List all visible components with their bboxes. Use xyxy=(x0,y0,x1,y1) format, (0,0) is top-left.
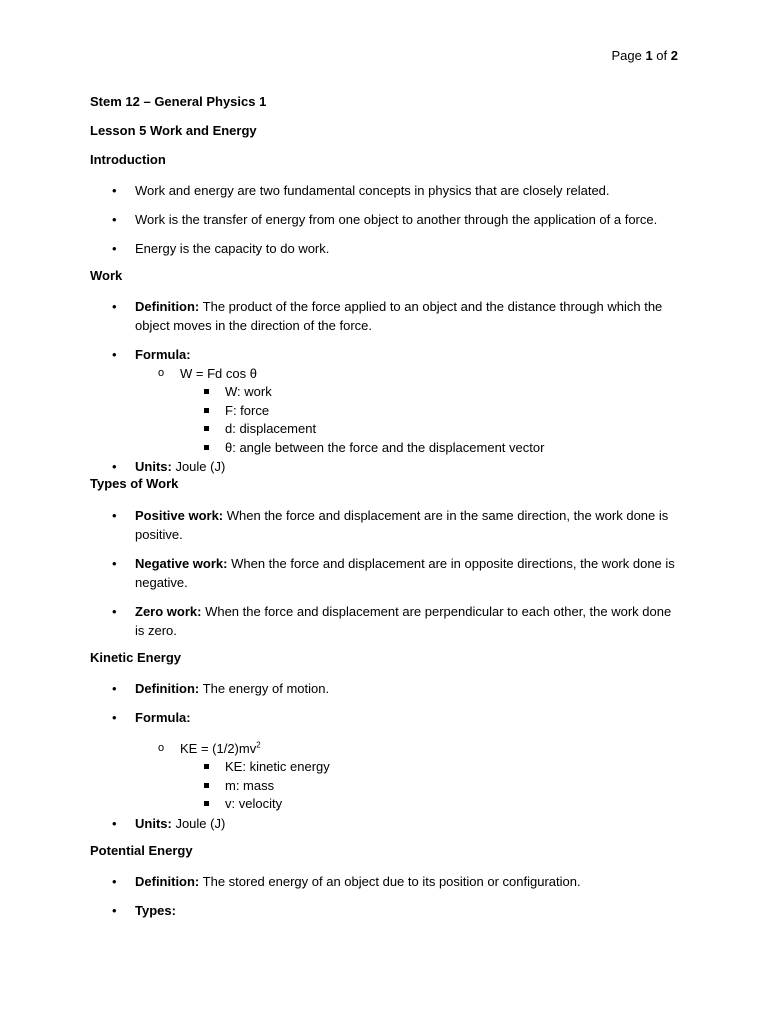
units-text: Joule (J) xyxy=(171,459,226,474)
work-type-label: Zero work: xyxy=(135,604,202,619)
types-label: Types: xyxy=(135,902,176,918)
page-of: of xyxy=(656,48,668,63)
units-label: Units: xyxy=(135,459,172,474)
lesson-title: Lesson 5 Work and Energy xyxy=(90,123,257,138)
intro-bullet: • Energy is the capacity to do work. xyxy=(90,239,680,258)
definition-label: Definition: xyxy=(135,299,200,314)
intro-bullet: • Work and energy are two fundamental concepts in physics that are closely related. xyxy=(90,181,680,200)
work-type-item xyxy=(90,554,680,592)
kinetic-definition xyxy=(90,679,680,698)
work-term: θ: angle between the force and the displacement vector xyxy=(90,439,680,458)
work-type-text: When the force and displacement are in the same direction, the work done is positive. xyxy=(135,508,669,542)
types-of-work-heading: Types of Work xyxy=(90,476,179,491)
page-number xyxy=(611,48,678,63)
page-current: 1 xyxy=(645,48,653,63)
work-units xyxy=(90,457,680,476)
kinetic-units xyxy=(90,814,680,833)
page-total: 2 xyxy=(670,48,678,63)
potential-heading: Potential Energy xyxy=(90,842,193,858)
formula-label: Formula: xyxy=(135,710,191,725)
page-prefix: Page xyxy=(611,48,642,63)
work-formula: o W = Fd cos θ xyxy=(90,364,680,383)
potential-types xyxy=(90,901,680,920)
units-label: Units: xyxy=(135,815,172,831)
kinetic-term: m: mass xyxy=(90,777,680,796)
formula-exponent: 2 xyxy=(256,740,261,750)
work-formula-label xyxy=(90,345,680,364)
formula-base: KE = (1/2)mv xyxy=(180,741,257,756)
work-term: F: force xyxy=(90,402,680,421)
course-title: Stem 12 – General Physics 1 xyxy=(90,94,267,109)
intro-heading: Introduction xyxy=(90,152,166,167)
definition-label: Definition: xyxy=(135,873,200,889)
kinetic-heading: Kinetic Energy xyxy=(90,650,182,665)
work-heading: Work xyxy=(90,268,123,283)
definition-text: The stored energy of an object due to its position or configuration. xyxy=(199,873,581,889)
definition-text: The product of the force applied to an object and the distance through which the object moves in the direction of the force. xyxy=(135,299,663,333)
work-type-item xyxy=(90,602,680,640)
kinetic-term: KE: kinetic energy xyxy=(90,758,680,777)
kinetic-term: v: velocity xyxy=(90,795,680,814)
work-term: d: displacement xyxy=(90,420,680,439)
work-type-label: Positive work: xyxy=(135,508,224,523)
definition-text: The energy of motion. xyxy=(199,681,330,696)
work-type-text: When the force and displacement are in opposite directions, the work done is negative. xyxy=(135,556,675,590)
kinetic-formula xyxy=(90,739,680,758)
units-text: Joule (J) xyxy=(171,815,226,831)
work-definition xyxy=(90,297,680,335)
intro-bullet: • Work is the transfer of energy from one object to another through the application of a force. xyxy=(90,210,680,229)
work-type-text: When the force and displacement are perpendicular to each other, the work done is zero. xyxy=(135,604,672,638)
definition-label: Definition: xyxy=(135,681,200,696)
work-type-label: Negative work: xyxy=(135,556,228,571)
work-type-item xyxy=(90,506,680,544)
kinetic-formula-label xyxy=(90,708,680,727)
formula-label: Formula: xyxy=(135,347,191,362)
document-body xyxy=(90,94,680,930)
potential-definition xyxy=(90,872,680,891)
work-term: W: work xyxy=(90,383,680,402)
